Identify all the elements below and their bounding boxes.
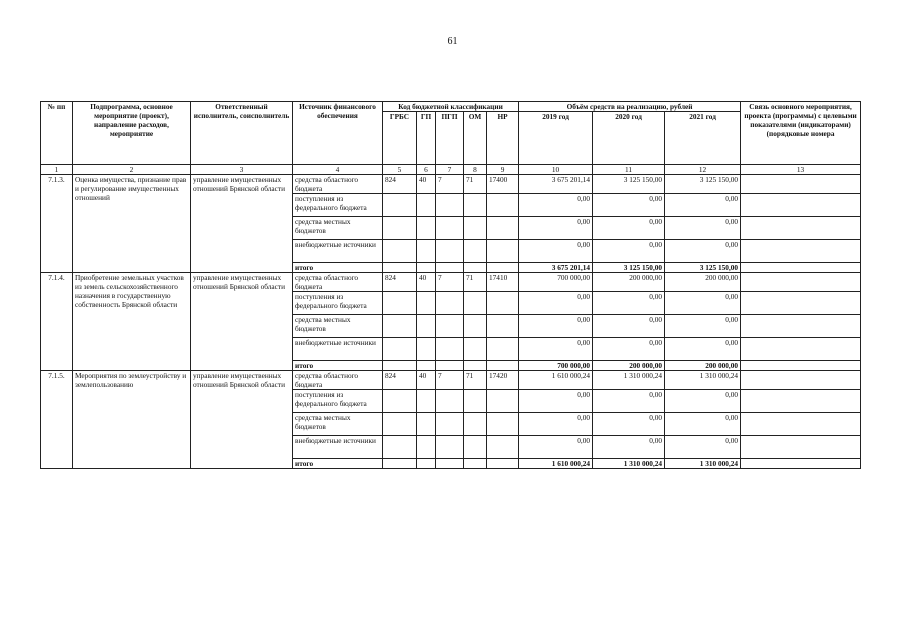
total-label: итого xyxy=(293,361,383,371)
header-volume-group: Объём средств на реализацию, рублей xyxy=(519,102,741,112)
row-number: 7.1.4. xyxy=(41,273,73,371)
code-gp xyxy=(417,338,436,361)
code-pgp: 7 xyxy=(436,273,464,292)
amount-2021: 3 125 150,00 xyxy=(665,175,741,194)
total-2019: 1 610 000,24 xyxy=(519,459,593,469)
indicator-link xyxy=(741,436,861,459)
indicator-link xyxy=(741,292,861,315)
indicator-link xyxy=(741,338,861,361)
code-om: 71 xyxy=(464,371,487,390)
column-number: 1 xyxy=(41,165,73,175)
amount-2020: 0,00 xyxy=(593,315,665,338)
code-nr: 17420 xyxy=(487,371,519,390)
code-gp xyxy=(417,315,436,338)
code-nr: 17400 xyxy=(487,175,519,194)
amount-2019: 0,00 xyxy=(519,390,593,413)
code-nr xyxy=(487,194,519,217)
code-empty xyxy=(417,459,436,469)
amount-2020: 1 310 000,24 xyxy=(593,371,665,390)
funding-source: поступления из федерального бюджета xyxy=(293,390,383,413)
amount-2019: 0,00 xyxy=(519,194,593,217)
funding-source: средства местных бюджетов xyxy=(293,413,383,436)
funding-source: внебюджетные источники xyxy=(293,338,383,361)
amount-2020: 0,00 xyxy=(593,194,665,217)
program-name: Оценка имущества, признание прав и регулирование имущественных отношений xyxy=(73,175,191,273)
code-gp: 40 xyxy=(417,273,436,292)
code-empty xyxy=(464,263,487,273)
page-number: 61 xyxy=(447,36,458,47)
code-grbs: 824 xyxy=(383,175,417,194)
header-executor: Ответственный исполнитель, соисполнитель xyxy=(191,102,293,165)
code-om xyxy=(464,413,487,436)
code-nr xyxy=(487,315,519,338)
column-number: 5 xyxy=(383,165,417,175)
indicator-link xyxy=(741,217,861,240)
program-name: Приобретение земельных участков из земель сельскохозяйственного назначения в государственную собственность Брянской области xyxy=(73,273,191,371)
budget-body xyxy=(41,175,861,469)
header-program: Подпрограмма, основное мероприятие (проект), направление расходов, мероприятие xyxy=(73,102,191,165)
column-number: 9 xyxy=(487,165,519,175)
indicator-link xyxy=(741,390,861,413)
amount-2019: 1 610 000,24 xyxy=(519,371,593,390)
amount-2020: 0,00 xyxy=(593,390,665,413)
code-pgp xyxy=(436,315,464,338)
column-number: 11 xyxy=(593,165,665,175)
indicator-link xyxy=(741,361,861,371)
code-gp xyxy=(417,436,436,459)
code-empty xyxy=(487,361,519,371)
code-empty xyxy=(383,263,417,273)
code-gp xyxy=(417,413,436,436)
code-nr xyxy=(487,413,519,436)
budget-table xyxy=(40,101,861,469)
code-grbs xyxy=(383,240,417,263)
column-number: 3 xyxy=(191,165,293,175)
code-grbs xyxy=(383,315,417,338)
indicator-link xyxy=(741,175,861,194)
header-row-top xyxy=(41,102,861,112)
row-number: 7.1.3. xyxy=(41,175,73,273)
code-nr xyxy=(487,436,519,459)
code-grbs xyxy=(383,194,417,217)
code-nr xyxy=(487,292,519,315)
code-gp xyxy=(417,240,436,263)
total-2019: 700 000,00 xyxy=(519,361,593,371)
total-2019: 3 675 201,14 xyxy=(519,263,593,273)
funding-source: поступления из федерального бюджета xyxy=(293,194,383,217)
header-nr: НР xyxy=(487,112,519,165)
amount-2020: 0,00 xyxy=(593,338,665,361)
code-grbs xyxy=(383,413,417,436)
amount-2021: 0,00 xyxy=(665,436,741,459)
executor-name: управление имущественных отношений Брянской области xyxy=(191,273,293,371)
code-om xyxy=(464,292,487,315)
indicator-link xyxy=(741,371,861,390)
column-number: 10 xyxy=(519,165,593,175)
table-row xyxy=(41,175,861,194)
code-empty xyxy=(487,263,519,273)
header-pgp: ПГП xyxy=(436,112,464,165)
amount-2021: 0,00 xyxy=(665,338,741,361)
code-pgp: 7 xyxy=(436,371,464,390)
table-row xyxy=(41,273,861,292)
indicator-link xyxy=(741,273,861,292)
funding-source: внебюджетные источники xyxy=(293,436,383,459)
table-row xyxy=(41,371,861,390)
code-grbs xyxy=(383,390,417,413)
code-om xyxy=(464,194,487,217)
row-number: 7.1.5. xyxy=(41,371,73,469)
amount-2021: 0,00 xyxy=(665,292,741,315)
code-gp xyxy=(417,217,436,240)
code-pgp xyxy=(436,292,464,315)
code-empty xyxy=(436,361,464,371)
executor-name: управление имущественных отношений Брянской области xyxy=(191,371,293,469)
indicator-link xyxy=(741,240,861,263)
code-empty xyxy=(436,459,464,469)
code-pgp xyxy=(436,240,464,263)
column-number: 6 xyxy=(417,165,436,175)
indicator-link xyxy=(741,194,861,217)
code-empty xyxy=(417,263,436,273)
amount-2019: 0,00 xyxy=(519,217,593,240)
total-2021: 1 310 000,24 xyxy=(665,459,741,469)
code-gp: 40 xyxy=(417,175,436,194)
code-grbs xyxy=(383,436,417,459)
header-gp: ГП xyxy=(417,112,436,165)
code-grbs: 824 xyxy=(383,371,417,390)
code-pgp xyxy=(436,194,464,217)
code-empty xyxy=(464,459,487,469)
code-grbs xyxy=(383,292,417,315)
total-label: итого xyxy=(293,263,383,273)
total-2020: 1 310 000,24 xyxy=(593,459,665,469)
indicator-link xyxy=(741,413,861,436)
code-om xyxy=(464,240,487,263)
column-number-row xyxy=(41,165,861,175)
code-empty xyxy=(436,263,464,273)
amount-2021: 0,00 xyxy=(665,240,741,263)
amount-2021: 0,00 xyxy=(665,390,741,413)
funding-source: внебюджетные источники xyxy=(293,240,383,263)
code-pgp xyxy=(436,413,464,436)
amount-2020: 0,00 xyxy=(593,240,665,263)
amount-2019: 700 000,00 xyxy=(519,273,593,292)
header-year-2021: 2021 год xyxy=(665,112,741,165)
funding-source: поступления из федерального бюджета xyxy=(293,292,383,315)
code-nr xyxy=(487,338,519,361)
header-link: Связь основного мероприятия, проекта (программы) с целевыми показателями (индикаторами) (порядковые номера xyxy=(741,102,861,165)
code-empty xyxy=(417,361,436,371)
amount-2019: 0,00 xyxy=(519,338,593,361)
code-nr xyxy=(487,390,519,413)
amount-2021: 0,00 xyxy=(665,315,741,338)
amount-2019: 3 675 201,14 xyxy=(519,175,593,194)
amount-2020: 3 125 150,00 xyxy=(593,175,665,194)
code-pgp xyxy=(436,436,464,459)
code-nr xyxy=(487,217,519,240)
code-nr: 17410 xyxy=(487,273,519,292)
indicator-link xyxy=(741,459,861,469)
amount-2021: 200 000,00 xyxy=(665,273,741,292)
total-2021: 3 125 150,00 xyxy=(665,263,741,273)
code-pgp: 7 xyxy=(436,175,464,194)
code-empty xyxy=(464,361,487,371)
amount-2021: 0,00 xyxy=(665,194,741,217)
code-pgp xyxy=(436,338,464,361)
amount-2020: 0,00 xyxy=(593,436,665,459)
amount-2020: 200 000,00 xyxy=(593,273,665,292)
column-number: 8 xyxy=(464,165,487,175)
header-year-2020: 2020 год xyxy=(593,112,665,165)
total-2020: 3 125 150,00 xyxy=(593,263,665,273)
code-om xyxy=(464,338,487,361)
header-grbs: ГРБС xyxy=(383,112,417,165)
executor-name: управление имущественных отношений Брянской области xyxy=(191,175,293,273)
header-code-group: Код бюджетной классификации xyxy=(383,102,519,112)
code-empty xyxy=(487,459,519,469)
funding-source: средства областного бюджета xyxy=(293,371,383,390)
column-number: 13 xyxy=(741,165,861,175)
code-grbs xyxy=(383,338,417,361)
code-nr xyxy=(487,240,519,263)
header-year-2019: 2019 год xyxy=(519,112,593,165)
code-om xyxy=(464,390,487,413)
code-om: 71 xyxy=(464,175,487,194)
funding-source: средства областного бюджета xyxy=(293,273,383,292)
amount-2020: 0,00 xyxy=(593,413,665,436)
indicator-link xyxy=(741,263,861,273)
code-gp xyxy=(417,390,436,413)
header-om: ОМ xyxy=(464,112,487,165)
code-pgp xyxy=(436,217,464,240)
indicator-link xyxy=(741,315,861,338)
amount-2019: 0,00 xyxy=(519,413,593,436)
total-2020: 200 000,00 xyxy=(593,361,665,371)
header-num: № пп xyxy=(41,102,73,165)
amount-2020: 0,00 xyxy=(593,217,665,240)
funding-source: средства местных бюджетов xyxy=(293,217,383,240)
amount-2019: 0,00 xyxy=(519,436,593,459)
code-grbs xyxy=(383,217,417,240)
column-number: 4 xyxy=(293,165,383,175)
amount-2021: 1 310 000,24 xyxy=(665,371,741,390)
code-pgp xyxy=(436,390,464,413)
amount-2021: 0,00 xyxy=(665,413,741,436)
code-om: 71 xyxy=(464,273,487,292)
code-grbs: 824 xyxy=(383,273,417,292)
amount-2021: 0,00 xyxy=(665,217,741,240)
amount-2020: 0,00 xyxy=(593,292,665,315)
code-om xyxy=(464,436,487,459)
code-empty xyxy=(383,459,417,469)
column-number: 12 xyxy=(665,165,741,175)
code-gp: 40 xyxy=(417,371,436,390)
code-gp xyxy=(417,292,436,315)
funding-source: средства областного бюджета xyxy=(293,175,383,194)
funding-source: средства местных бюджетов xyxy=(293,315,383,338)
amount-2019: 0,00 xyxy=(519,240,593,263)
code-om xyxy=(464,315,487,338)
code-gp xyxy=(417,194,436,217)
header-source: Источник финансового обеспечения xyxy=(293,102,383,165)
program-name: Мероприятия по землеустройству и землепользованию xyxy=(73,371,191,469)
amount-2019: 0,00 xyxy=(519,292,593,315)
total-2021: 200 000,00 xyxy=(665,361,741,371)
column-number: 7 xyxy=(436,165,464,175)
code-empty xyxy=(383,361,417,371)
code-om xyxy=(464,217,487,240)
total-label: итого xyxy=(293,459,383,469)
column-number: 2 xyxy=(73,165,191,175)
amount-2019: 0,00 xyxy=(519,315,593,338)
